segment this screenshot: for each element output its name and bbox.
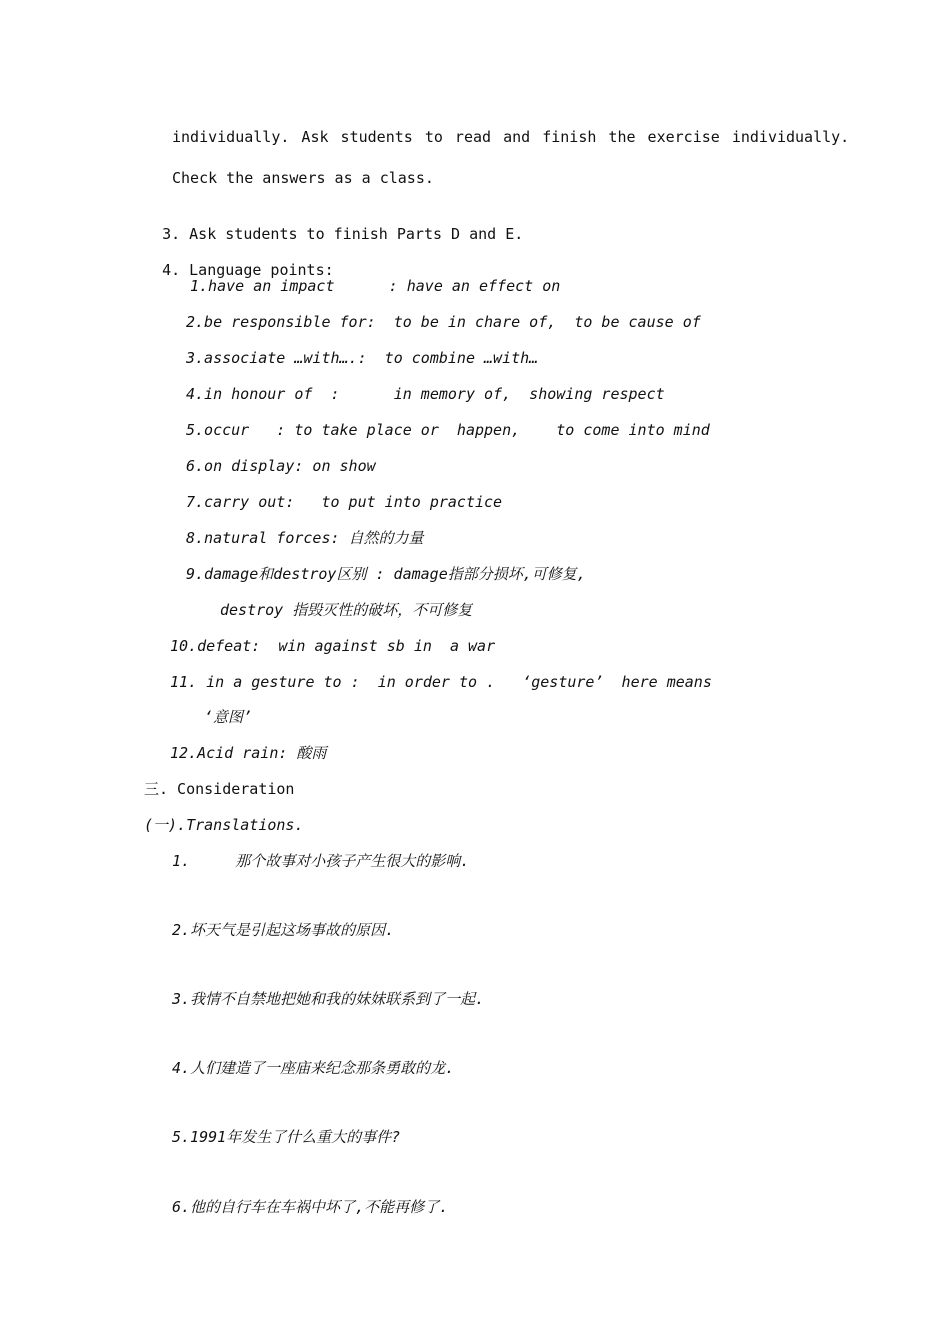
language-point: 2.be responsible for: to be in chare of, to be cause of [186, 313, 701, 331]
language-point: 6.on display: on show [186, 457, 376, 475]
section-heading-consideration: 三. Consideration [144, 780, 295, 798]
language-point: 11. in a gesture to : in order to . ‘gesture’ here means [170, 673, 712, 691]
translation-item: 6.他的自行车在车祸中坏了,不能再修了. [172, 1198, 449, 1216]
procedure-item-4 [144, 240, 334, 280]
procedure-item-4-text: Language points: [189, 261, 334, 279]
procedure-line-2: Check the answers as a class. [172, 169, 434, 187]
translation-item: 1. 那个故事对小孩子产生很大的影响. [172, 852, 470, 870]
language-point: 10.defeat: win against sb in a war [170, 637, 496, 655]
translation-item: 2.坏天气是引起这场事故的原因. [172, 921, 395, 939]
language-point: 3.associate …with….: to combine …with… [186, 349, 539, 367]
translation-item: 3.我情不自禁地把她和我的妹妹联系到了一起. [172, 990, 485, 1008]
procedure-item-3-text: Ask students to finish Parts D and E. [189, 225, 524, 243]
translation-item: 4.人们建造了一座庙来纪念那条勇敢的龙. [172, 1059, 455, 1077]
language-point: 9.damage和destroy区别 : damage指部分损坏,可修复, [186, 565, 586, 583]
language-point-continuation: destroy 指毁灭性的破坏，不可修复 [220, 601, 473, 619]
language-point: 7.carry out: to put into practice [186, 493, 503, 511]
procedure-item-3-number: 3. [162, 225, 181, 243]
subheading-translations: (一).Translations. [144, 816, 304, 834]
language-point: 4.in honour of : in memory of, showing respect [186, 385, 665, 403]
language-point: 1.have an impact : have an effect on [190, 277, 561, 295]
procedure-item-4-number: 4. [162, 261, 181, 279]
procedure-line-1: individually. Ask students to read and finish the exercise individually. [172, 128, 850, 146]
translation-item: 5.1991年发生了什么重大的事件? [172, 1128, 401, 1146]
language-point: 8.natural forces: 自然的力量 [186, 529, 424, 547]
language-point: 5.occur : to take place or happen, to come into mind [186, 421, 710, 439]
language-point: 12.Acid rain: 酸雨 [170, 744, 327, 762]
language-point-continuation: ‘意图’ [204, 708, 253, 726]
procedure-item-3 [144, 204, 523, 244]
